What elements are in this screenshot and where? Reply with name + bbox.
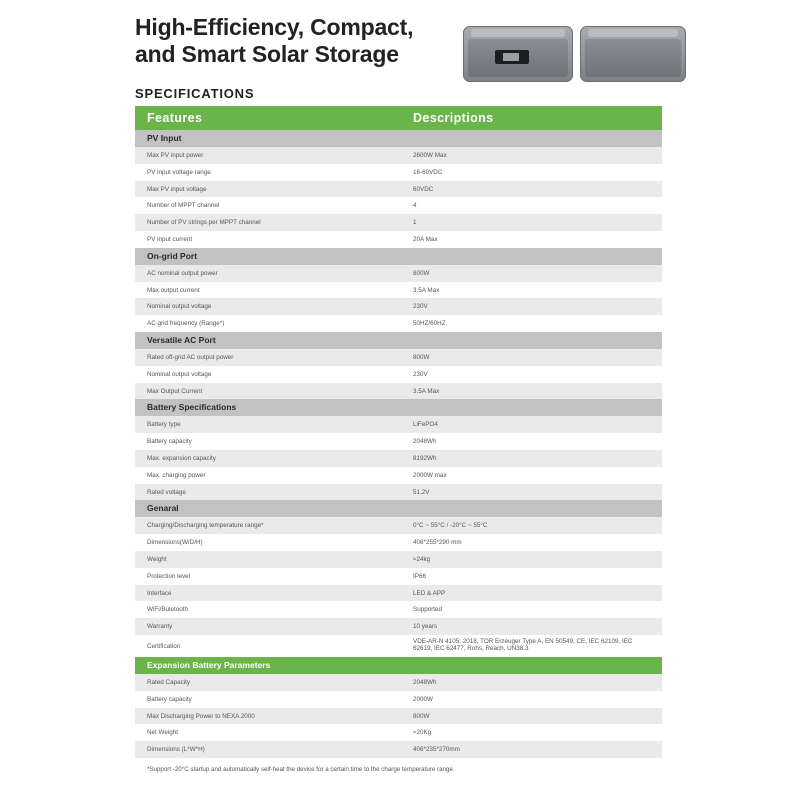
feature-cell: Battery capacity: [147, 438, 192, 446]
group-heading: [135, 500, 662, 517]
features-header: Features: [147, 111, 203, 125]
feature-cell: AC nominal output power: [147, 269, 218, 277]
table-row: [135, 467, 662, 484]
description-cell: 2048Wh: [413, 438, 437, 446]
description-cell: 60VDC: [413, 185, 434, 193]
group-heading-label: Versatile AC Port: [147, 334, 216, 345]
group-heading: [135, 130, 662, 147]
display-screen: [495, 50, 529, 64]
feature-cell: Charging/Discharging temperature range*: [147, 522, 264, 530]
table-row: [135, 366, 662, 383]
descriptions-header: Descriptions: [413, 111, 494, 125]
feature-cell: WiFi/Buletooth: [147, 606, 188, 614]
table-row: [135, 484, 662, 501]
feature-cell: Number of MPPT channel: [147, 202, 220, 210]
title-line-1: High-Efficiency, Compact,: [135, 14, 414, 40]
table-row: [135, 517, 662, 534]
feature-cell: Rated voltage: [147, 488, 186, 496]
description-cell: 2000W max: [413, 471, 447, 479]
description-cell: 406*255*290 mm: [413, 539, 462, 547]
table-row: [135, 315, 662, 332]
table-row: [135, 181, 662, 198]
description-cell: 800W: [413, 269, 430, 277]
table-row: [135, 708, 662, 725]
feature-cell: Interface: [147, 589, 172, 597]
description-cell: ≈20Kg: [413, 729, 432, 737]
description-cell: 800W: [413, 712, 430, 720]
feature-cell: Max. charging power: [147, 471, 206, 479]
section-heading: SPECIFICATIONS: [135, 86, 255, 101]
description-cell: IP66: [413, 572, 426, 580]
description-cell: 1: [413, 219, 417, 227]
description-cell: LiFePO4: [413, 421, 438, 429]
description-cell: 0°C ~ 55°C / -20°C ~ 55°C: [413, 522, 488, 530]
description-cell: 51.2V: [413, 488, 430, 496]
feature-cell: Rated off-grid AC output power: [147, 353, 234, 361]
feature-cell: PV input current: [147, 235, 193, 243]
expansion-battery-image: [580, 26, 686, 82]
feature-cell: Battery capacity: [147, 695, 192, 703]
spec-table: [135, 106, 662, 758]
description-cell: LED & APP: [413, 589, 446, 597]
table-row: [135, 585, 662, 602]
table-row: [135, 197, 662, 214]
feature-cell: PV input voltage range: [147, 168, 211, 176]
feature-cell: Nominal output voltage: [147, 370, 212, 378]
feature-cell: Max Discharging Power to NEXA 2000: [147, 712, 255, 720]
table-row: [135, 601, 662, 618]
description-cell: 406*235*270mm: [413, 746, 460, 754]
feature-cell: Max PV input power: [147, 152, 204, 159]
feature-cell: Max. expansion capacity: [147, 454, 216, 462]
feature-cell: Warranty: [147, 623, 173, 631]
description-cell: 10 years: [413, 623, 438, 631]
table-row: [135, 741, 662, 758]
table-row: [135, 265, 662, 282]
group-heading-label: PV Input: [147, 133, 182, 143]
table-row: [135, 724, 662, 741]
footnote: *Support -20°C startup and automatically self-heat the device for a certain time to the charge temperature range.: [147, 766, 455, 773]
description-cell: 8192Wh: [413, 454, 437, 462]
feature-cell: Net Weight: [147, 729, 179, 737]
table-row: [135, 618, 662, 635]
group-heading: [135, 332, 662, 349]
table-row: [135, 147, 662, 164]
description-cell: 2000W: [413, 695, 433, 703]
feature-cell: Weight: [147, 555, 167, 563]
feature-cell: Nominal output voltage: [147, 303, 212, 311]
table-row: [135, 282, 662, 299]
table-row: [135, 298, 662, 315]
table-header: [135, 106, 662, 130]
table-row: [135, 691, 662, 708]
feature-cell: Certification: [147, 642, 181, 650]
main-unit-image: [463, 26, 573, 82]
description-cell: 2600W Max: [413, 152, 447, 159]
group-heading-label: Genaral: [147, 503, 179, 514]
description-cell: 230V: [413, 370, 428, 378]
description-cell: ≈24kg: [413, 555, 431, 563]
description-cell: Supported: [413, 606, 443, 614]
group-heading-label: Battery Specifications: [147, 402, 237, 413]
table-row: [135, 534, 662, 551]
table-row: [135, 568, 662, 585]
product-image: [463, 26, 688, 86]
description-cell: VDE-AR-N 4105: 2018, TOR Erzeuger Type A, EN 50549, CE, IEC 62109, IEC 62619, IEC 62477, Rohs, Reach, UN38.3: [413, 637, 633, 652]
description-cell: 16-60VDC: [413, 168, 443, 176]
feature-cell: Dimensions(W/D/H): [147, 539, 203, 547]
table-row: [135, 383, 662, 400]
table-row: [135, 416, 662, 433]
feature-cell: Battery type: [147, 421, 181, 429]
table-row: [135, 349, 662, 366]
table-row: [135, 164, 662, 181]
description-cell: 800W: [413, 353, 430, 361]
description-cell: 3.5A Max: [413, 286, 440, 294]
table-row: [135, 674, 662, 691]
group-heading-label: Expansion Battery Parameters: [147, 659, 271, 670]
feature-cell: Rated Capacity: [147, 678, 191, 686]
feature-cell: Protection level: [147, 572, 191, 580]
table-row: [135, 450, 662, 467]
table-row: [135, 433, 662, 450]
feature-cell: Max PV input voltage: [147, 185, 207, 193]
feature-cell: Number of PV strings per MPPT channel: [147, 219, 261, 227]
page-title: [135, 14, 413, 68]
title-line-2: and Smart Solar Storage: [135, 41, 399, 67]
group-heading: [135, 248, 662, 265]
table-row: [135, 214, 662, 231]
table-row: [135, 635, 662, 657]
description-cell: 230V: [413, 303, 428, 311]
table-row: [135, 231, 662, 248]
group-heading-label: On-grid Port: [147, 250, 198, 261]
group-heading: [135, 399, 662, 416]
table-row: [135, 551, 662, 568]
description-cell: 20A Max: [413, 235, 438, 243]
feature-cell: Max.output current: [147, 286, 200, 294]
feature-cell: AC grid frequency (Range*): [147, 320, 225, 328]
feature-cell: Max Output Current: [147, 387, 203, 395]
description-cell: 4: [413, 202, 417, 210]
description-cell: 50HZ/60HZ: [413, 320, 446, 328]
feature-cell: Dimensions (L*W*H): [147, 746, 205, 754]
description-cell: 2048Wh: [413, 678, 437, 686]
group-heading: [135, 657, 662, 674]
description-cell: 3.5A Max: [413, 387, 440, 395]
